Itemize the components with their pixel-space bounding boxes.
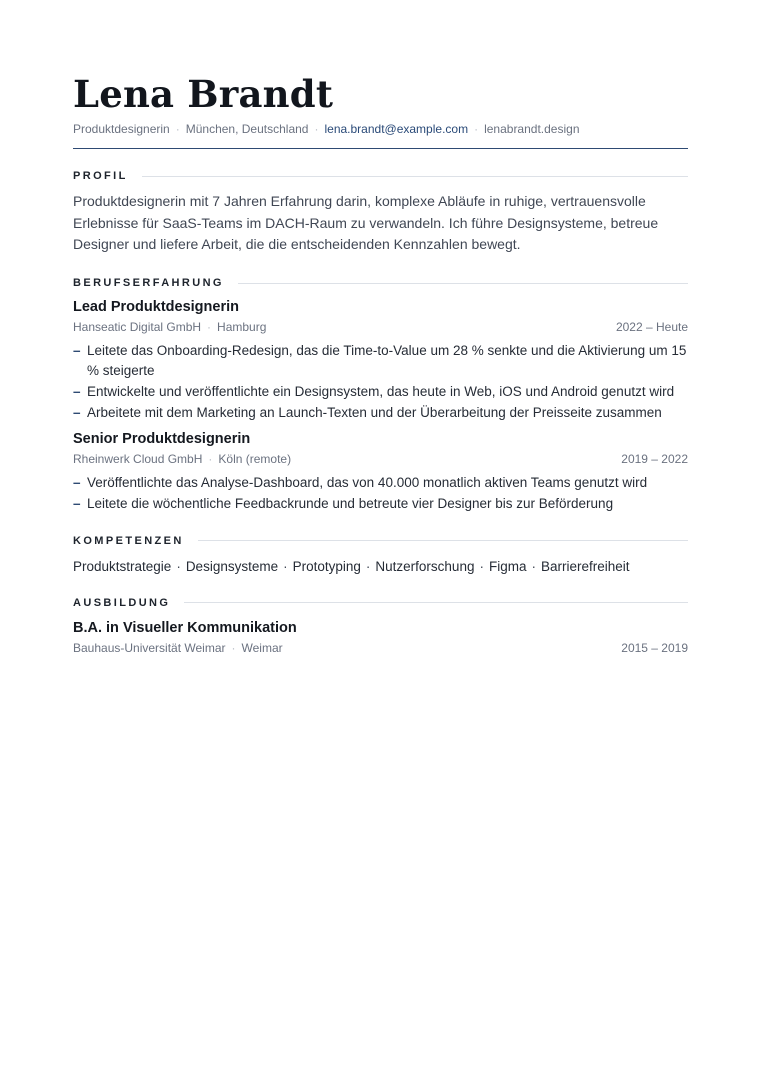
contact-separator: · [314,122,319,136]
skill-item: Nutzerforschung [375,558,475,574]
bullet-dash: – [73,496,81,512]
bullet-text: Arbeitete mit dem Marketing an Launch-Texten und der Überarbeitung der Preisseite zusammen [87,404,662,420]
section-heading [73,169,688,183]
job-location: Köln (remote) [218,452,292,467]
contact-line [73,121,688,137]
profile-summary: Produktdesignerin mit 7 Jahren Erfahrung darin, komplexe Abläufe in ruhige, vertrauensvolle Erlebnisse für SaaS-Teams im DACH-Raum zu verwandeln. Ich führe Designsysteme, betreue Designer und liefere Arbeit, die die entscheidenden Kennzahlen bewegt. [73,193,659,253]
skill-item: Prototyping [292,558,361,574]
section-divider [142,176,688,177]
contact-role: Produktdesignerin [73,122,170,136]
education-entry [73,619,688,656]
experience-section-title: BERUFSERFAHRUNG [73,277,224,290]
profile-section [73,169,688,256]
experience-section [73,276,688,514]
job-period: 2022 – Heute [615,320,688,335]
bullet-dash: – [73,343,81,359]
education-period: 2015 – 2019 [621,640,688,655]
job-entry [73,298,688,422]
job-bullet [73,494,688,514]
skills-section-title: KOMPETENZEN [73,534,184,547]
skill-separator: · [479,558,484,574]
meta-separator: · [231,640,236,655]
skill-separator: · [365,558,371,574]
job-bullets [73,341,688,422]
skills-list [73,558,688,576]
job-location: Hamburg [217,320,267,335]
job-bullet [73,473,688,493]
education-meta [73,641,688,656]
section-heading [73,276,688,290]
job-bullet [73,403,688,423]
section-heading [73,596,688,610]
bullet-dash: – [73,383,81,399]
bullet-text: Veröffentlichte das Analyse-Dashboard, das von 40.000 monatlich aktiven Teams genutzt wird [87,475,648,491]
bullet-text: Entwickelte und veröffentlichte ein Designsystem, das heute in Web, iOS und Android genutzt wird [87,383,675,399]
skill-separator: · [283,558,288,574]
contact-email-link[interactable]: lena.brandt@example.com [324,122,469,136]
job-meta [73,320,688,335]
contact-location: München, Deutschland [185,122,309,136]
meta-separator: · [208,452,213,467]
education-section [73,596,688,656]
job-entry [73,430,688,514]
section-divider [238,283,688,284]
section-divider [198,540,688,541]
education-school: Bauhaus-Universität Weimar [73,640,226,655]
header-divider [73,148,688,149]
section-heading [73,534,688,548]
bullet-text: Leitete die wöchentliche Feedbackrunde und betreute vier Designer bis zur Beförderung [87,496,614,512]
bullet-text: Leitete das Onboarding-Redesign, das die Time-to-Value um 28 % senkte und die Aktivierung um 15 % steigerte [87,343,687,378]
skill-separator: · [531,558,536,574]
skills-section [73,534,688,576]
education-location: Weimar [241,640,283,655]
skill-item: Designsysteme [185,558,279,574]
education-degree: B.A. in Visueller Kommunikation [73,619,297,636]
section-divider [184,602,688,603]
job-period: 2019 – 2022 [621,452,688,467]
resume-name: Lena Brandt [73,72,334,116]
job-company-location [73,452,291,467]
contact-separator: · [175,122,180,136]
skill-separator: · [176,558,181,574]
profile-section-title: PROFIL [73,170,128,182]
meta-separator: · [207,320,212,335]
bullet-dash: – [73,404,81,420]
skill-item: Figma [488,558,527,574]
job-bullet [73,341,688,380]
contact-separator: · [474,122,479,136]
job-bullet [73,382,688,402]
job-meta [73,452,688,467]
skill-item: Produktstrategie [73,558,172,574]
job-company: Hanseatic Digital GmbH [73,320,202,335]
contact-website[interactable]: lenabrandt.design [484,122,580,136]
education-school-location [73,641,283,656]
job-bullets [73,473,688,514]
job-title: Lead Produktdesignerin [73,299,239,316]
education-section-title: AUSBILDUNG [73,596,171,609]
skill-item: Barrierefreiheit [540,558,630,574]
job-title: Senior Produktdesignerin [73,431,251,448]
bullet-dash: – [73,475,81,491]
job-company: Rheinwerk Cloud GmbH [73,452,203,467]
job-company-location [73,320,266,335]
